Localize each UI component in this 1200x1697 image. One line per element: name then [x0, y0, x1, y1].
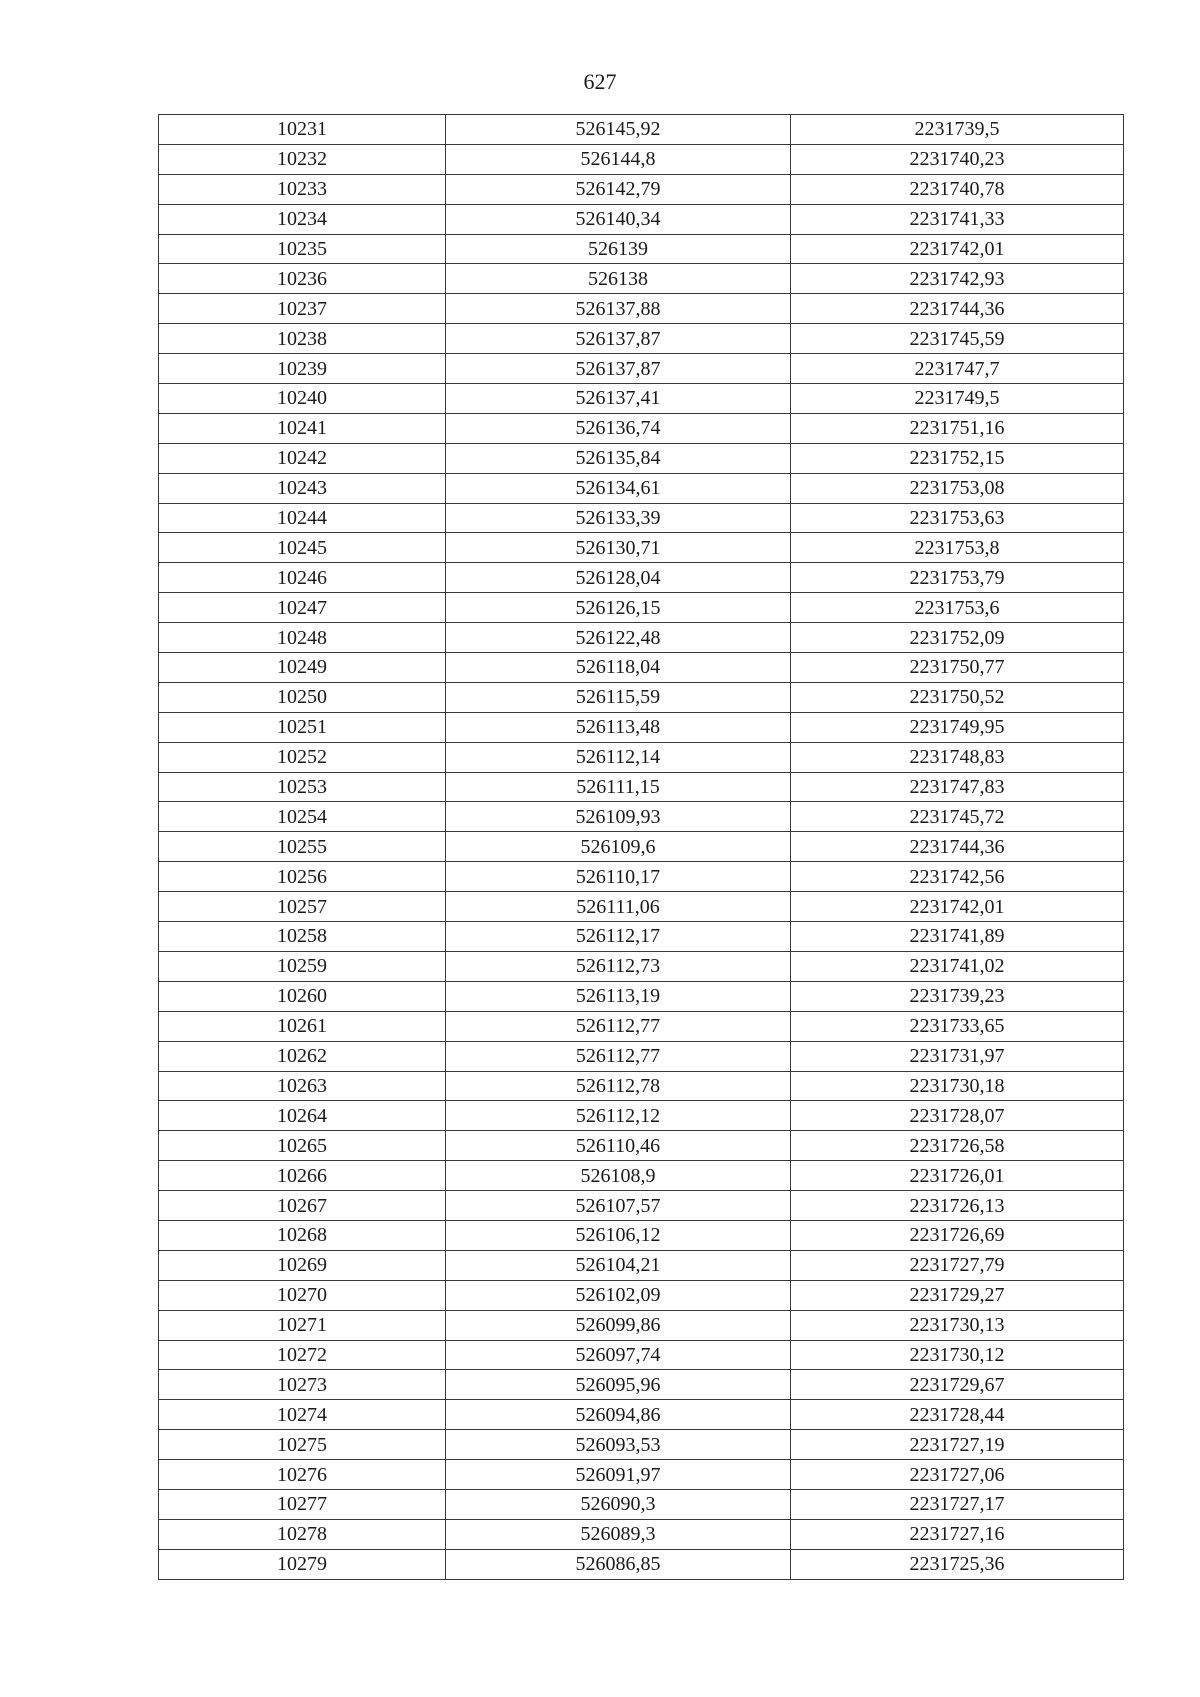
x-coordinate-cell: 526095,96 — [446, 1370, 791, 1400]
y-coordinate-cell: 2231753,63 — [791, 503, 1124, 533]
x-coordinate-cell: 526091,97 — [446, 1460, 791, 1490]
table-row — [159, 1430, 1124, 1460]
y-coordinate-cell: 2231739,5 — [791, 115, 1124, 145]
x-coordinate-cell: 526112,73 — [446, 951, 791, 981]
x-coordinate-cell: 526089,3 — [446, 1519, 791, 1549]
y-coordinate-cell: 2231744,36 — [791, 832, 1124, 862]
table-row — [159, 354, 1124, 384]
x-coordinate-cell: 526099,86 — [446, 1310, 791, 1340]
y-coordinate-cell: 2231727,79 — [791, 1250, 1124, 1280]
y-coordinate-cell: 2231729,67 — [791, 1370, 1124, 1400]
y-coordinate-cell: 2231750,77 — [791, 653, 1124, 683]
table-row — [159, 1310, 1124, 1340]
point-number-cell: 10263 — [159, 1071, 446, 1101]
point-number-cell: 10253 — [159, 772, 446, 802]
point-number-cell: 10231 — [159, 115, 446, 145]
y-coordinate-cell: 2231741,33 — [791, 204, 1124, 234]
table-row — [159, 1191, 1124, 1221]
table-row — [159, 1161, 1124, 1191]
y-coordinate-cell: 2231750,52 — [791, 682, 1124, 712]
table-row — [159, 563, 1124, 593]
point-number-cell: 10257 — [159, 892, 446, 922]
x-coordinate-cell: 526111,15 — [446, 772, 791, 802]
x-coordinate-cell: 526086,85 — [446, 1549, 791, 1579]
y-coordinate-cell: 2231740,23 — [791, 144, 1124, 174]
x-coordinate-cell: 526107,57 — [446, 1191, 791, 1221]
y-coordinate-cell: 2231726,69 — [791, 1220, 1124, 1250]
x-coordinate-cell: 526106,12 — [446, 1220, 791, 1250]
table-row — [159, 1549, 1124, 1579]
y-coordinate-cell: 2231740,78 — [791, 174, 1124, 204]
y-coordinate-cell: 2231728,44 — [791, 1400, 1124, 1430]
point-number-cell: 10237 — [159, 294, 446, 324]
table-row — [159, 623, 1124, 653]
x-coordinate-cell: 526137,87 — [446, 324, 791, 354]
point-number-cell: 10252 — [159, 742, 446, 772]
y-coordinate-cell: 2231742,56 — [791, 862, 1124, 892]
x-coordinate-cell: 526110,46 — [446, 1131, 791, 1161]
x-coordinate-cell: 526112,77 — [446, 1011, 791, 1041]
table-row — [159, 234, 1124, 264]
point-number-cell: 10238 — [159, 324, 446, 354]
x-coordinate-cell: 526136,74 — [446, 413, 791, 443]
table-row — [159, 1041, 1124, 1071]
x-coordinate-cell: 526118,04 — [446, 653, 791, 683]
point-number-cell: 10234 — [159, 204, 446, 234]
table-row — [159, 144, 1124, 174]
y-coordinate-cell: 2231753,6 — [791, 593, 1124, 623]
x-coordinate-cell: 526112,77 — [446, 1041, 791, 1071]
table-row — [159, 204, 1124, 234]
y-coordinate-cell: 2231739,23 — [791, 981, 1124, 1011]
point-number-cell: 10249 — [159, 653, 446, 683]
point-number-cell: 10275 — [159, 1430, 446, 1460]
table-row — [159, 593, 1124, 623]
table-row — [159, 951, 1124, 981]
table-row — [159, 653, 1124, 683]
y-coordinate-cell: 2231730,18 — [791, 1071, 1124, 1101]
point-number-cell: 10250 — [159, 682, 446, 712]
x-coordinate-cell: 526104,21 — [446, 1250, 791, 1280]
x-coordinate-cell: 526109,6 — [446, 832, 791, 862]
point-number-cell: 10255 — [159, 832, 446, 862]
y-coordinate-cell: 2231741,89 — [791, 922, 1124, 952]
x-coordinate-cell: 526144,8 — [446, 144, 791, 174]
x-coordinate-cell: 526133,39 — [446, 503, 791, 533]
table-row — [159, 832, 1124, 862]
point-number-cell: 10260 — [159, 981, 446, 1011]
table-row — [159, 1250, 1124, 1280]
point-number-cell: 10268 — [159, 1220, 446, 1250]
point-number-cell: 10270 — [159, 1280, 446, 1310]
x-coordinate-cell: 526112,14 — [446, 742, 791, 772]
point-number-cell: 10243 — [159, 473, 446, 503]
table-row — [159, 384, 1124, 414]
y-coordinate-cell: 2231727,06 — [791, 1460, 1124, 1490]
point-number-cell: 10239 — [159, 354, 446, 384]
coordinates-table-body — [159, 115, 1124, 1580]
table-row — [159, 1131, 1124, 1161]
x-coordinate-cell: 526110,17 — [446, 862, 791, 892]
x-coordinate-cell: 526138 — [446, 264, 791, 294]
point-number-cell: 10272 — [159, 1340, 446, 1370]
y-coordinate-cell: 2231727,19 — [791, 1430, 1124, 1460]
table-row — [159, 1280, 1124, 1310]
y-coordinate-cell: 2231733,65 — [791, 1011, 1124, 1041]
y-coordinate-cell: 2231753,79 — [791, 563, 1124, 593]
x-coordinate-cell: 526112,17 — [446, 922, 791, 952]
table-row — [159, 862, 1124, 892]
x-coordinate-cell: 526109,93 — [446, 802, 791, 832]
x-coordinate-cell: 526112,78 — [446, 1071, 791, 1101]
point-number-cell: 10277 — [159, 1489, 446, 1519]
x-coordinate-cell: 526102,09 — [446, 1280, 791, 1310]
x-coordinate-cell: 526145,92 — [446, 115, 791, 145]
y-coordinate-cell: 2231726,58 — [791, 1131, 1124, 1161]
point-number-cell: 10273 — [159, 1370, 446, 1400]
point-number-cell: 10233 — [159, 174, 446, 204]
x-coordinate-cell: 526093,53 — [446, 1430, 791, 1460]
x-coordinate-cell: 526112,12 — [446, 1101, 791, 1131]
x-coordinate-cell: 526094,86 — [446, 1400, 791, 1430]
point-number-cell: 10256 — [159, 862, 446, 892]
x-coordinate-cell: 526130,71 — [446, 533, 791, 563]
y-coordinate-cell: 2231742,01 — [791, 892, 1124, 922]
y-coordinate-cell: 2231752,15 — [791, 443, 1124, 473]
point-number-cell: 10251 — [159, 712, 446, 742]
y-coordinate-cell: 2231744,36 — [791, 294, 1124, 324]
point-number-cell: 10240 — [159, 384, 446, 414]
point-number-cell: 10247 — [159, 593, 446, 623]
x-coordinate-cell: 526113,48 — [446, 712, 791, 742]
point-number-cell: 10266 — [159, 1161, 446, 1191]
point-number-cell: 10276 — [159, 1460, 446, 1490]
y-coordinate-cell: 2231751,16 — [791, 413, 1124, 443]
table-row — [159, 682, 1124, 712]
y-coordinate-cell: 2231745,72 — [791, 802, 1124, 832]
x-coordinate-cell: 526135,84 — [446, 443, 791, 473]
x-coordinate-cell: 526097,74 — [446, 1340, 791, 1370]
y-coordinate-cell: 2231729,27 — [791, 1280, 1124, 1310]
point-number-cell: 10236 — [159, 264, 446, 294]
table-row — [159, 533, 1124, 563]
x-coordinate-cell: 526122,48 — [446, 623, 791, 653]
y-coordinate-cell: 2231747,7 — [791, 354, 1124, 384]
y-coordinate-cell: 2231725,36 — [791, 1549, 1124, 1579]
x-coordinate-cell: 526137,41 — [446, 384, 791, 414]
point-number-cell: 10261 — [159, 1011, 446, 1041]
point-number-cell: 10259 — [159, 951, 446, 981]
point-number-cell: 10232 — [159, 144, 446, 174]
y-coordinate-cell: 2231742,93 — [791, 264, 1124, 294]
y-coordinate-cell: 2231742,01 — [791, 234, 1124, 264]
table-row — [159, 772, 1124, 802]
table-row — [159, 922, 1124, 952]
table-row — [159, 802, 1124, 832]
point-number-cell: 10248 — [159, 623, 446, 653]
table-row — [159, 1340, 1124, 1370]
y-coordinate-cell: 2231748,83 — [791, 742, 1124, 772]
x-coordinate-cell: 526090,3 — [446, 1489, 791, 1519]
point-number-cell: 10254 — [159, 802, 446, 832]
table-row — [159, 1519, 1124, 1549]
point-number-cell: 10235 — [159, 234, 446, 264]
table-row — [159, 443, 1124, 473]
table-row — [159, 1220, 1124, 1250]
x-coordinate-cell: 526111,06 — [446, 892, 791, 922]
point-number-cell: 10274 — [159, 1400, 446, 1430]
y-coordinate-cell: 2231749,95 — [791, 712, 1124, 742]
x-coordinate-cell: 526128,04 — [446, 563, 791, 593]
y-coordinate-cell: 2231727,16 — [791, 1519, 1124, 1549]
y-coordinate-cell: 2231730,13 — [791, 1310, 1124, 1340]
table-row — [159, 1370, 1124, 1400]
x-coordinate-cell: 526137,88 — [446, 294, 791, 324]
point-number-cell: 10246 — [159, 563, 446, 593]
point-number-cell: 10267 — [159, 1191, 446, 1221]
point-number-cell: 10258 — [159, 922, 446, 952]
table-row — [159, 1400, 1124, 1430]
table-row — [159, 981, 1124, 1011]
table-row — [159, 503, 1124, 533]
y-coordinate-cell: 2231752,09 — [791, 623, 1124, 653]
table-row — [159, 324, 1124, 354]
point-number-cell: 10242 — [159, 443, 446, 473]
y-coordinate-cell: 2231730,12 — [791, 1340, 1124, 1370]
point-number-cell: 10244 — [159, 503, 446, 533]
point-number-cell: 10245 — [159, 533, 446, 563]
table-row — [159, 742, 1124, 772]
table-row — [159, 1101, 1124, 1131]
y-coordinate-cell: 2231728,07 — [791, 1101, 1124, 1131]
page-number: 627 — [583, 69, 617, 94]
y-coordinate-cell: 2231726,13 — [791, 1191, 1124, 1221]
y-coordinate-cell: 2231741,02 — [791, 951, 1124, 981]
coordinates-table — [158, 114, 1124, 1580]
y-coordinate-cell: 2231745,59 — [791, 324, 1124, 354]
table-row — [159, 1489, 1124, 1519]
point-number-cell: 10264 — [159, 1101, 446, 1131]
x-coordinate-cell: 526108,9 — [446, 1161, 791, 1191]
point-number-cell: 10279 — [159, 1549, 446, 1579]
table-row — [159, 1011, 1124, 1041]
x-coordinate-cell: 526134,61 — [446, 473, 791, 503]
point-number-cell: 10265 — [159, 1131, 446, 1161]
x-coordinate-cell: 526113,19 — [446, 981, 791, 1011]
y-coordinate-cell: 2231747,83 — [791, 772, 1124, 802]
table-row — [159, 712, 1124, 742]
x-coordinate-cell: 526115,59 — [446, 682, 791, 712]
y-coordinate-cell: 2231727,17 — [791, 1489, 1124, 1519]
y-coordinate-cell: 2231731,97 — [791, 1041, 1124, 1071]
y-coordinate-cell: 2231749,5 — [791, 384, 1124, 414]
x-coordinate-cell: 526139 — [446, 234, 791, 264]
table-row — [159, 174, 1124, 204]
x-coordinate-cell: 526126,15 — [446, 593, 791, 623]
table-row — [159, 892, 1124, 922]
point-number-cell: 10271 — [159, 1310, 446, 1340]
table-row — [159, 413, 1124, 443]
x-coordinate-cell: 526137,87 — [446, 354, 791, 384]
table-row — [159, 294, 1124, 324]
x-coordinate-cell: 526142,79 — [446, 174, 791, 204]
point-number-cell: 10241 — [159, 413, 446, 443]
y-coordinate-cell: 2231753,08 — [791, 473, 1124, 503]
table-row — [159, 1071, 1124, 1101]
table-row — [159, 1460, 1124, 1490]
x-coordinate-cell: 526140,34 — [446, 204, 791, 234]
point-number-cell: 10262 — [159, 1041, 446, 1071]
point-number-cell: 10269 — [159, 1250, 446, 1280]
point-number-cell: 10278 — [159, 1519, 446, 1549]
table-row — [159, 115, 1124, 145]
y-coordinate-cell: 2231726,01 — [791, 1161, 1124, 1191]
table-row — [159, 264, 1124, 294]
y-coordinate-cell: 2231753,8 — [791, 533, 1124, 563]
table-row — [159, 473, 1124, 503]
